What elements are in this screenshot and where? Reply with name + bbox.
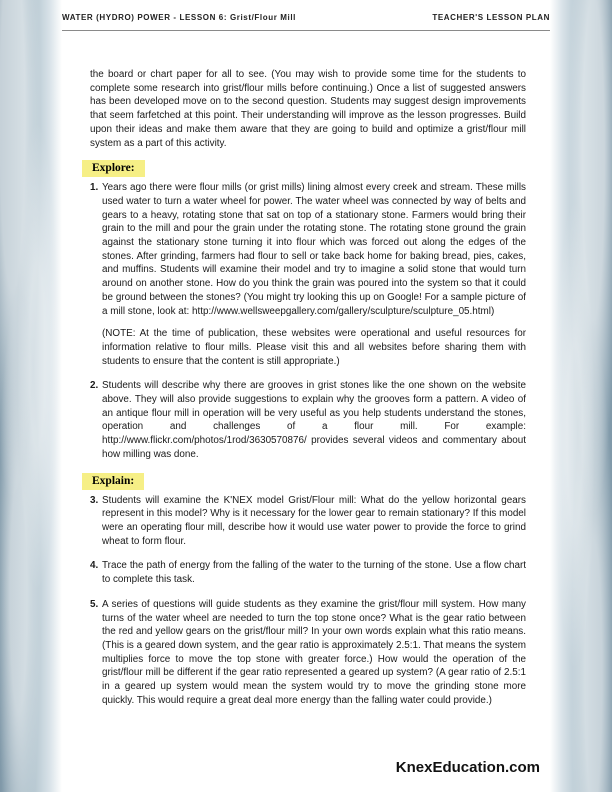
plan-label: TEACHER'S LESSON PLAN: [432, 13, 550, 22]
item-text: Students will examine the K'NEX model Grist/Flour mill: What do the yellow horizontal gears represent in this model? Why is it necessary for the lower gear to remain stationary? If this model were an operating flour mill, describe how it would use water power to provide the force to grind wheat to form flour.: [102, 494, 526, 547]
item-number: 2.: [90, 380, 99, 392]
explore-section-header: [90, 160, 526, 177]
explain-section-header: [90, 473, 526, 490]
explore-label: Explore:: [82, 160, 145, 177]
knex-education-logo[interactable]: KnexEducation.com: [395, 759, 540, 776]
explain-label: Explain:: [82, 473, 144, 490]
intro-paragraph: the board or chart paper for all to see. (You may wish to provide some time for the students to complete some research into grist/flour mills before continuing.) Once a list of suggested answers has been developed move on to the second question. Students may suggest design improvements that seem farfetched at this point. Their understanding will improve as the lesson progresses. Build upon their ideas and make them aware that they are going to build and optimize a grist/flour mill system as a part of this activity.: [90, 69, 526, 149]
website-note: (NOTE: At the time of publication, these websites were operational and useful resources for information relative to flour mills. Please visit this and all websites before sharing them with students to ensure that the content is still appropriate.): [102, 328, 526, 367]
list-item: [90, 494, 526, 549]
lesson-title: WATER (HYDRO) POWER - LESSON 6: Grist/Flour Mill: [62, 13, 296, 22]
item-text: Trace the path of energy from the falling of the water to the turning of the stone. Use a flow chart to complete this task.: [102, 560, 526, 586]
list-item: [90, 379, 526, 461]
item-text: A series of questions will guide students as they examine the grist/flour mill system. How many turns of the water wheel are needed to turn the top stone once? What is the gear ratio between the red and yellow gears on the grist/flour mill? In your own words explain what this ratio means. (This is a geared down system, and the gear ratio is approximately 2.5:1. That means the system multiplies force to move the top stone with greater force.) How would the operation of the grist/flour mill be different if the gear ratio represented a geared up system? (A gear ratio of 2.5:1 in a geared up system would mean the system would try to move the grinding stone more quickly. This would require a great deal more energy than the falling water could provide.): [102, 598, 526, 706]
page-header: [0, 0, 612, 40]
list-item: [90, 559, 526, 586]
lesson-body: [90, 68, 526, 718]
explain-list: [90, 494, 526, 708]
left-water-border: [0, 0, 62, 792]
item-text: Years ago there were flour mills (or grist mills) lining almost every creek and stream. These mills used water to turn a water wheel for power. The water wheel was connected by way of belts and gears to a heavy, rotating stone that sat on top of a stationary stone. Farmers would bring their grain to the mill and pour the grain under the rotating stone. The rotating stone ground the grain against the stationary stone turning it into flour which was forced out along the edges of the stones. After grinding, farmers had flour to sell or take back home for baking bread, pies, cakes, and muffins. Students will examine their model and try to imagine a solid stone that would turn around on another stone. How do you think the grain was poured into the system so that it could be ground between the stones? (You might try looking this up on Google! For a sample picture of a mill stone, look at: http://www.wellsweepgallery.com/gallery/sculpture/sculpture_05.html): [102, 182, 526, 317]
list-item: [90, 598, 526, 708]
item-number: 5.: [90, 598, 99, 610]
item-number: 4.: [90, 560, 99, 572]
list-item: [90, 181, 526, 368]
item-number: 1.: [90, 182, 99, 194]
item-number: 3.: [90, 494, 99, 506]
item-text: Students will describe why there are grooves in grist stones like the one shown on the website above. They will also provide suggestions to explain why the grooves form a pattern. A video of an antique flour mill in operation will be very useful as you help students understand the stones, operation and challenges of a flour mill. For example: http://www.flickr.com/photos/1rod/3630570876/ provides several videos and commentary about how milling was done.: [102, 380, 526, 460]
right-water-border: [550, 0, 612, 792]
header-divider: [62, 30, 550, 31]
explore-list: [90, 181, 526, 461]
